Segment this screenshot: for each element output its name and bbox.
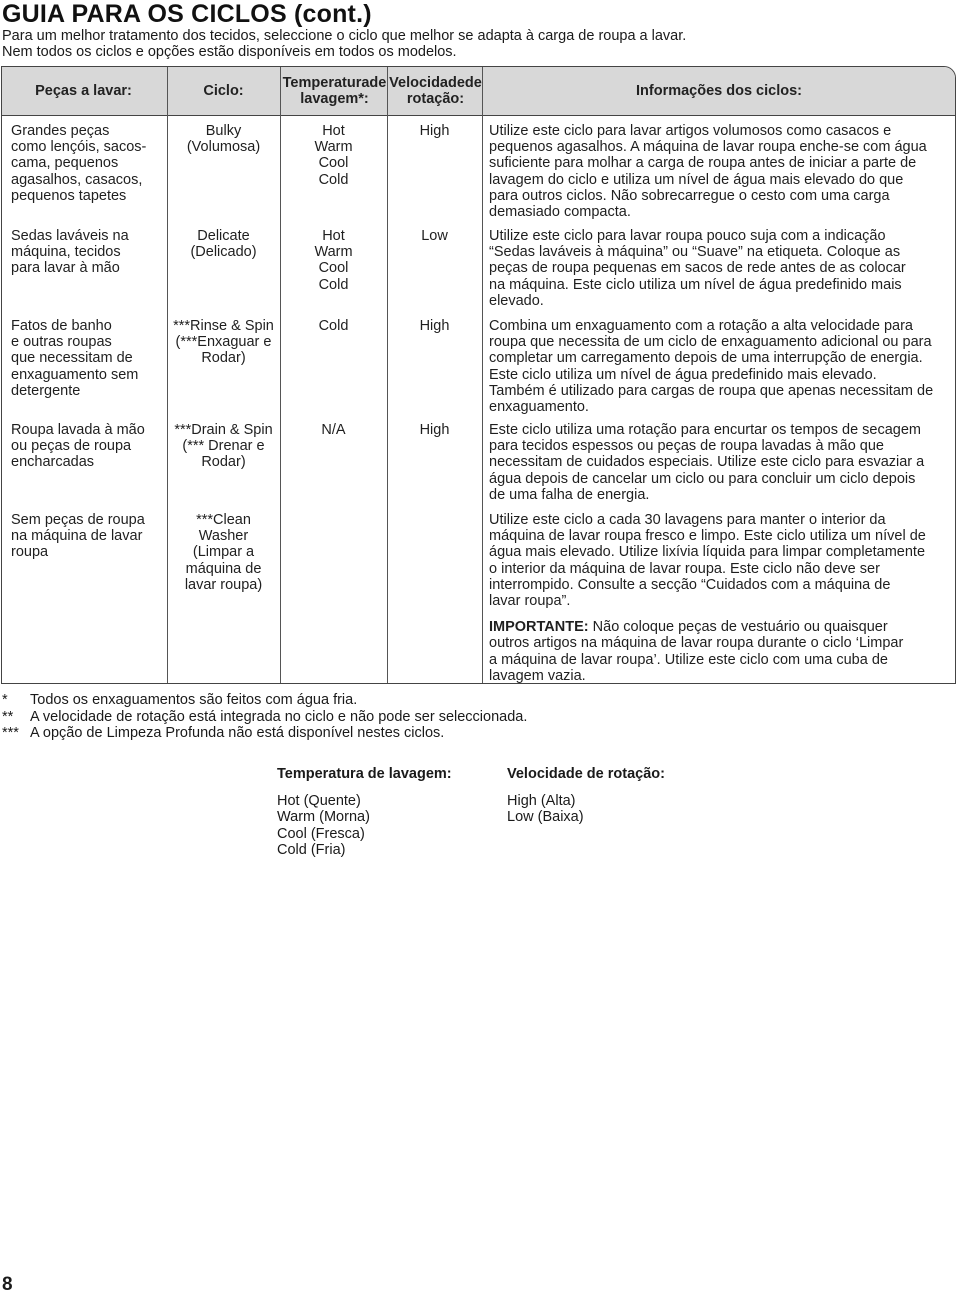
cell-items xyxy=(11,318,166,399)
footnote-text: A velocidade de rotação está integrada no ciclo e não pode ser seleccionada. xyxy=(30,708,528,725)
cell-spin-speed xyxy=(388,318,481,334)
cell-line: ou peças de roupa xyxy=(11,438,132,455)
cell-items xyxy=(11,512,166,561)
cell-line: High xyxy=(419,422,450,438)
cell-line: Bulky xyxy=(205,123,242,139)
cell-cycle xyxy=(168,123,279,155)
cell-info xyxy=(489,512,951,684)
cell-line: cama, pequenos xyxy=(11,155,119,172)
cell-line: enxaguamento sem xyxy=(11,366,139,383)
footnote-mark: *** xyxy=(2,725,19,741)
cell-line: Cool xyxy=(318,155,349,172)
cell-line: interrompido. Consulte a secção “Cuidados com a máquina de xyxy=(489,576,891,593)
cell-line: Washer xyxy=(198,528,249,545)
cell-line: o interior da máquina de lavar roupa. Este ciclo não deve ser xyxy=(489,560,880,577)
cell-temperature xyxy=(281,228,386,293)
legend-title: Temperatura de lavagem: xyxy=(277,766,452,782)
cycle-guide-table xyxy=(1,66,956,684)
intro-line: Nem todos os ciclos e opções estão disponíveis em todos os modelos. xyxy=(2,44,457,60)
cell-line: Rodar) xyxy=(201,454,246,471)
legend-item: Hot (Quente) xyxy=(277,793,361,810)
cell-line: (Delicado) xyxy=(190,244,257,261)
header-line: de lavagem*: xyxy=(300,74,387,107)
cell-line: (***Enxaguar e xyxy=(175,334,272,351)
cell-items xyxy=(11,422,166,471)
cell-info xyxy=(489,123,951,220)
column-divider xyxy=(482,67,483,683)
cell-line: Cool xyxy=(318,260,349,277)
cell-cycle xyxy=(168,228,279,260)
cell-line: Sedas laváveis na xyxy=(11,228,129,244)
important-text: Não coloque peças de vestuário ou quaisquer xyxy=(588,619,888,636)
cell-line: Low xyxy=(421,228,448,244)
header-line: Peças a lavar: xyxy=(35,82,132,99)
legend-item: Warm (Morna) xyxy=(277,809,370,826)
cell-line: na máquina. Este ciclo utiliza um nível de água predefinido mais xyxy=(489,276,902,293)
footnote-mark: * xyxy=(2,692,8,708)
cell-line: Warm xyxy=(314,139,353,156)
cell-line: demasiado compacta. xyxy=(489,204,631,221)
cell-line: Sem peças de roupa xyxy=(11,512,145,528)
cell-line: enxaguamento. xyxy=(489,399,589,416)
cell-line: High xyxy=(419,123,450,139)
cell-line: ***Clean xyxy=(196,512,251,528)
cell-line: água depois de cancelar um ciclo ou para concluir um ciclo depois xyxy=(489,470,916,487)
cell-line: Utilize este ciclo a cada 30 lavagens para manter o interior da xyxy=(489,512,886,528)
cell-line: de uma falha de energia. xyxy=(489,486,650,503)
header-line: Informações dos ciclos: xyxy=(636,82,802,99)
header-temperature xyxy=(282,67,387,114)
cell-line: N/A xyxy=(321,422,346,438)
cell-line: máquina de lavar roupa fresco e limpo. Este ciclo utiliza um nível de xyxy=(489,528,926,545)
important-line xyxy=(489,619,951,635)
cell-line: lavagem do ciclo e utiliza um nível de água mais elevado do que xyxy=(489,171,904,188)
cell-line: máquina de xyxy=(185,560,262,577)
cell-items xyxy=(11,228,166,277)
cell-line: para lavar à mão xyxy=(11,260,120,277)
header-cycle-info xyxy=(484,67,954,114)
legend-item: Low (Baixa) xyxy=(507,809,584,826)
cell-line: lavar roupa”. xyxy=(489,593,571,610)
page-number: 8 xyxy=(2,1274,13,1295)
cell-line: Hot xyxy=(322,228,345,244)
cell-line: para outros ciclos. Não sobrecarregue o cesto com uma carga xyxy=(489,187,890,204)
cell-line: Delicate xyxy=(197,228,250,244)
cell-line: agasalhos, casacos, xyxy=(11,171,143,188)
cell-spin-speed xyxy=(388,123,481,139)
cell-cycle xyxy=(168,318,279,367)
legend-title: Velocidade de rotação: xyxy=(507,766,665,782)
cell-line: Este ciclo utiliza um nível de água predefinido mais elevado. xyxy=(489,366,877,383)
cell-line: (Limpar a xyxy=(192,544,255,561)
cell-line: Grandes peças xyxy=(11,123,110,139)
cell-line: Utilize este ciclo para lavar artigos volumosos como casacos e xyxy=(489,123,892,139)
cell-line: água mais elevado. Utilize lixívia líquida para limpar completamente xyxy=(489,544,926,561)
cell-line: Este ciclo utiliza uma rotação para encurtar os tempos de secagem xyxy=(489,422,921,438)
cell-line: (Volumosa) xyxy=(186,139,261,156)
cell-line: Warm xyxy=(314,244,353,261)
important-line: lavagem vazia. xyxy=(489,667,586,684)
intro-text xyxy=(2,28,686,60)
important-line: outros artigos na máquina de lavar roupa durante o ciclo ‘Limpar xyxy=(489,635,904,652)
table-header xyxy=(2,67,955,116)
cell-info xyxy=(489,318,951,415)
cell-info xyxy=(489,422,951,503)
footnote-text: A opção de Limpeza Profunda não está disponível nestes ciclos. xyxy=(30,725,445,741)
cell-line: na máquina de lavar xyxy=(11,528,143,545)
header-items xyxy=(2,67,165,114)
cell-line: Rodar) xyxy=(201,350,246,367)
footnote-mark: ** xyxy=(2,708,14,725)
cell-cycle xyxy=(168,422,279,471)
cell-line: e outras roupas xyxy=(11,334,112,351)
cell-temperature xyxy=(281,318,386,334)
legend-item: Cold (Fria) xyxy=(277,841,346,858)
header-line: de rotação: xyxy=(406,74,482,107)
cell-line: Cold xyxy=(318,318,349,334)
cell-line: para tecidos espessos ou peças de roupa lavadas à mão que xyxy=(489,438,884,455)
cell-line: roupa xyxy=(11,544,49,561)
cell-line: necessitam de cuidados especiais. Utilize este ciclo para esvaziar a xyxy=(489,454,925,471)
cell-line: que necessitam de xyxy=(11,350,133,367)
legend-item: High (Alta) xyxy=(507,793,576,810)
cell-line: (*** Drenar e xyxy=(182,438,265,455)
cell-spin-speed xyxy=(388,422,481,438)
header-spin-speed xyxy=(389,67,482,114)
cell-line: Cold xyxy=(318,276,349,293)
header-line: Temperatura xyxy=(282,74,370,91)
cell-line: Roupa lavada à mão xyxy=(11,422,145,438)
legend-temperature xyxy=(277,766,452,858)
cell-line: detergente xyxy=(11,382,81,399)
cell-line: suficiente para molhar a carga de roupa antes de iniciar a parte de xyxy=(489,155,917,172)
cell-line: Cold xyxy=(318,171,349,188)
legend-item: Cool (Fresca) xyxy=(277,825,365,842)
cell-items xyxy=(11,123,166,204)
cell-line: como lençóis, sacos- xyxy=(11,139,147,156)
cell-line: pequenos tapetes xyxy=(11,187,127,204)
cell-cycle xyxy=(168,512,279,593)
important-label: IMPORTANTE: xyxy=(489,619,589,636)
cell-line: Combina um enxaguamento com a rotação a alta velocidade para xyxy=(489,318,913,334)
spacer xyxy=(489,609,951,619)
cell-line: lavar roupa) xyxy=(184,576,263,593)
column-divider xyxy=(387,67,388,683)
cell-temperature xyxy=(281,422,386,438)
cell-info xyxy=(489,228,951,309)
cell-line: máquina, tecidos xyxy=(11,244,121,261)
header-cycle xyxy=(169,67,278,114)
page-title: GUIA PARA OS CICLOS (cont.) xyxy=(2,0,372,28)
cell-line: completar um carregamento depois de uma interrupção de energia. xyxy=(489,350,923,367)
cell-line: Fatos de banho xyxy=(11,318,112,334)
header-line: Velocidade xyxy=(389,74,465,91)
cell-line: “Sedas laváveis à máquina” ou “Suave” na etiqueta. Coloque as xyxy=(489,244,901,261)
cell-line: Hot xyxy=(322,123,345,139)
cell-line: encharcadas xyxy=(11,454,95,471)
cell-spin-speed xyxy=(388,228,481,244)
cell-line: Utilize este ciclo para lavar roupa pouco suja com a indicação xyxy=(489,228,886,244)
header-line: Ciclo: xyxy=(203,82,244,99)
legend-spin-speed xyxy=(507,766,665,826)
cell-line: elevado. xyxy=(489,292,544,309)
cell-line: ***Rinse & Spin xyxy=(173,318,274,334)
cell-line: roupa que necessita de um ciclo de enxaguamento adicional ou para xyxy=(489,334,932,351)
cell-line: Também é utilizado para cargas de roupa que apenas necessitam de xyxy=(489,382,934,399)
important-line: a máquina de lavar roupa’. Utilize este ciclo com uma cuba de xyxy=(489,651,888,668)
intro-line: Para um melhor tratamento dos tecidos, seleccione o ciclo que melhor se adapta à carga de roupa a lavar. xyxy=(2,28,687,44)
footnote-text: Todos os enxaguamentos são feitos com água fria. xyxy=(30,692,358,708)
cell-line: High xyxy=(419,318,450,334)
cell-line: peças de roupa pequenas em sacos de rede antes de as colocar xyxy=(489,260,906,277)
cell-line: ***Drain & Spin xyxy=(174,422,273,438)
cell-line: pequenos agasalhos. A máquina de lavar roupa enche-se com água xyxy=(489,139,927,156)
cell-temperature xyxy=(281,123,386,188)
